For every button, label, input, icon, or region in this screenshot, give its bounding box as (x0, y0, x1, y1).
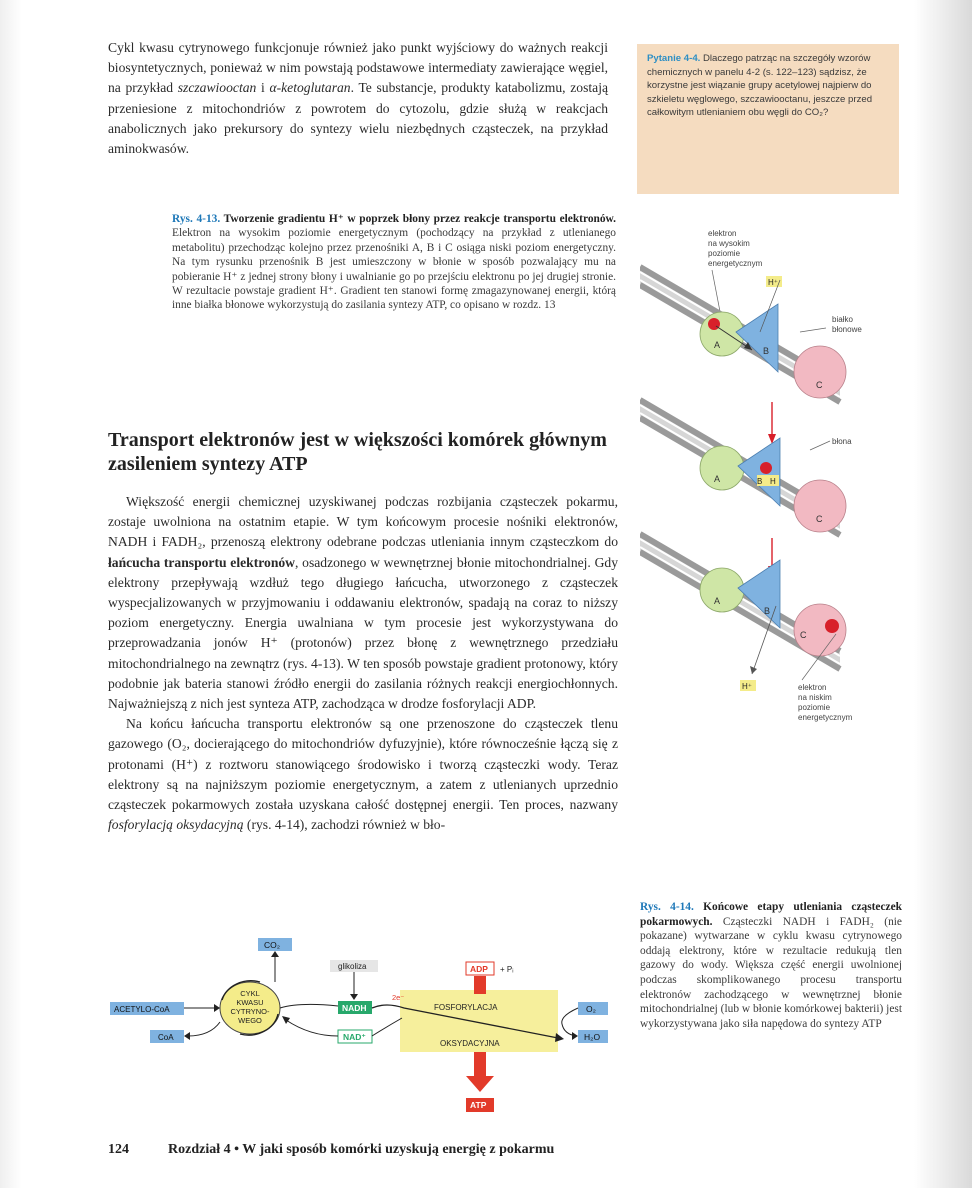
svg-text:poziomie: poziomie (798, 703, 831, 712)
svg-text:WEGO: WEGO (238, 1016, 262, 1025)
carrier-b-2 (738, 438, 780, 506)
svg-text:CYTRYNO-: CYTRYNO- (230, 1007, 270, 1016)
svg-text:CO₂: CO₂ (264, 940, 281, 950)
svg-text:H₂O: H₂O (584, 1032, 601, 1042)
svg-text:elektron: elektron (798, 683, 827, 692)
svg-text:ATP: ATP (470, 1100, 487, 1110)
svg-text:NADH: NADH (342, 1003, 367, 1013)
svg-text:ADP: ADP (470, 964, 488, 974)
figure-4-14-caption: Rys. 4-14. Końcowe etapy utleniania cząsteczek pokarmowych. Cząsteczki NADH i FADH₂ (nie pokazane) wytwarzane w cyklu kwasu cytrynowego oddają elektrony, które w rezultacie redukują tlen gazowy do wody. Większa część energii uwolnionej podczas skomplikowanego procesu transportu elektronów zachodzącego w wewnętrznej błonie mitochondrialnej (lub w błonie komórkowej bakterii) jest wykorzystywana jako siła napędowa do syntezy ATP (640, 901, 902, 1030)
svg-text:na niskim: na niskim (798, 693, 832, 702)
question-box (637, 44, 899, 194)
figure-4-13 (640, 222, 902, 762)
svg-text:O₂: O₂ (586, 1004, 596, 1014)
figure-4-13-caption: Rys. 4-13. Tworzenie gradientu H⁺ w poprzek błony przez reakcje transportu elektronów. Elektron na wysokim poziomie energetycznym (pochodzący na przykład z utlenianego metabolitu) przechodząc kolejno przez przenośniki A, B i C osiąga niski poziom energetyczny. Na tym rysunku przenośnik B jest umieszczony w błonie w sposób pozwalający mu na pobieranie H⁺ z jednej strony błony i uwalnianie go po przejściu elektronu po jej drugiej stronie. W rezultacie powstaje gradient H⁺. Gradient ten stanowi formę zmagazynowanej energii, którą inne białka błonowe wykorzystują do zasilania syntezy ATP, co opisano w rozdz. 13 (172, 213, 616, 312)
svg-text:energetycznym: energetycznym (708, 259, 763, 268)
question-text: Dlaczego patrząc na szczegóły wzorów chemicznych w panelu 4-2 (s. 122–123) sądzisz, że korzystne jest wiązanie grupy acetylowej najpierw do szkieletu węglowego, szczawiooctanu, jeszcze przed całkowitym utlenianiem obu węgli do CO₂? (647, 53, 873, 119)
page-number: 124 (108, 1142, 129, 1157)
svg-text:OKSYDACYJNA: OKSYDACYJNA (440, 1039, 500, 1048)
svg-text:C: C (800, 630, 807, 640)
svg-text:2e⁻: 2e⁻ (392, 993, 405, 1002)
svg-text:C: C (816, 380, 823, 390)
svg-text:+ Pᵢ: + Pᵢ (500, 965, 514, 974)
svg-text:błonowe: błonowe (832, 325, 862, 334)
label-electron-low (798, 683, 853, 722)
svg-text:H⁺: H⁺ (768, 278, 778, 287)
carrier-a-1 (700, 312, 744, 356)
electron-1 (708, 318, 720, 330)
svg-text:CYKL: CYKL (240, 989, 260, 998)
carrier-c-2 (794, 480, 846, 532)
svg-text:B: B (763, 346, 770, 356)
electron-2 (760, 462, 772, 474)
page-footer (108, 1142, 708, 1158)
body-text: Większość energii chemicznej uzyskiwanej podczas rozbijania cząsteczek pokarmu, zostaje uwolniona na ostatnim etapie. W tym końcowym procesie nośniki elektronów, NADH i FADH₂, przenoszą elektrony odebrane podczas utleniania innym cząsteczkom do łańcucha transportu elektronów, osadzonego w wewnętrznej błonie mitochondrialnej. Gdy elektrony przepływają wzdłuż tego długiego łańcucha, utworzonego z cząsteczek wyspecjalizowanych w przyjmowaniu i oddawaniu elektronów, spadają na coraz to niższy poziom energetyczny. Energia uwalniana w tym procesie jest wykorzystywana do przeprowadzania jonów H⁺ (protonów) przez błonę z wewnętrznego przedziału mitochondrialnego na zewnątrz (rys. 4-13). W ten sposób powstaje gradient protonowy, który podobnie jak bateria stanowi źródło energii do zasilania różnych reakcji energiochłonnych. Najważniejszą z nich jest synteza ATP, zachodząca w drodze fosforylacji ADP. Na końcu łańcucha transportu elektronów są one przenoszone do cząsteczek tlenu gazowego (O₂, docierającego do mitochondriów dyfuzyjnie), które równocześnie łączą się z protonami (H⁺) z roztworu stanowiącego środowisko i tworzą cząsteczki wody. Teraz elektrony są na najniższym poziomie energetycznym, a zatem z utlenianych uprzednio cząsteczek pokarmowych została uzyskana całość dostępnej energii. Ten proces, nazwany fosforylacją oksydacyjną (rys. 4-14), zachodzi również w bło- (108, 494, 618, 833)
figure-4-14 (110, 926, 626, 1122)
svg-text:FOSFORYLACJA: FOSFORYLACJA (434, 1003, 498, 1012)
svg-text:glikoliza: glikoliza (338, 962, 367, 971)
svg-text:energetycznym: energetycznym (798, 713, 853, 722)
electron-3 (825, 619, 839, 633)
scan-shadow-right (914, 0, 972, 1188)
svg-text:poziomie: poziomie (708, 249, 741, 258)
svg-text:H: H (770, 477, 776, 486)
intro-paragraph: Cykl kwasu cytrynowego funkcjonuje również jako punkt wyjściowy do ważnych reakcji biosyntetycznych, ponieważ w nim powstają podstawowe intermediaty zawierające węgiel, na przykład szczawiooctan i α-ketoglutaran. Te substancje, produkty katabolizmu, zostają przeniesione z mitochondriów z powrotem do cytozolu, gdzie służą w reakcjach anabolicznych jako prekursory do syntezy wielu niezbędnych cząsteczek, na przykład aminokwasów. (108, 40, 609, 157)
svg-text:elektron: elektron (708, 229, 737, 238)
carrier-b-1 (736, 304, 778, 372)
svg-text:białko: białko (832, 315, 853, 324)
svg-text:ACETYLO-CoA: ACETYLO-CoA (114, 1005, 170, 1014)
carrier-a-3 (700, 568, 744, 612)
chapter-title: Rozdział 4 • W jaki sposób komórki uzyskują energię z pokarmu (168, 1142, 555, 1157)
svg-text:A: A (714, 474, 721, 484)
question-label: Pytanie 4-4. (647, 53, 701, 64)
section-heading: Transport elektronów jest w większości komórek głównym zasileniem syntezy ATP (108, 429, 607, 475)
carrier-c-1 (794, 346, 846, 398)
svg-text:H⁺: H⁺ (742, 682, 752, 691)
svg-text:B: B (757, 477, 763, 486)
label-electron-high (708, 229, 763, 268)
svg-text:B: B (764, 606, 771, 616)
svg-text:CoA: CoA (158, 1033, 174, 1042)
svg-text:C: C (816, 514, 823, 524)
svg-text:NAD⁺: NAD⁺ (343, 1032, 366, 1042)
label-membrane: błona (832, 437, 852, 446)
scan-shadow-left (0, 0, 22, 1188)
svg-text:KWASU: KWASU (236, 998, 264, 1007)
svg-text:A: A (714, 596, 721, 606)
svg-text:A: A (714, 340, 721, 350)
carrier-a-2 (700, 446, 744, 490)
svg-text:na wysokim: na wysokim (708, 239, 750, 248)
label-protein (832, 315, 862, 334)
